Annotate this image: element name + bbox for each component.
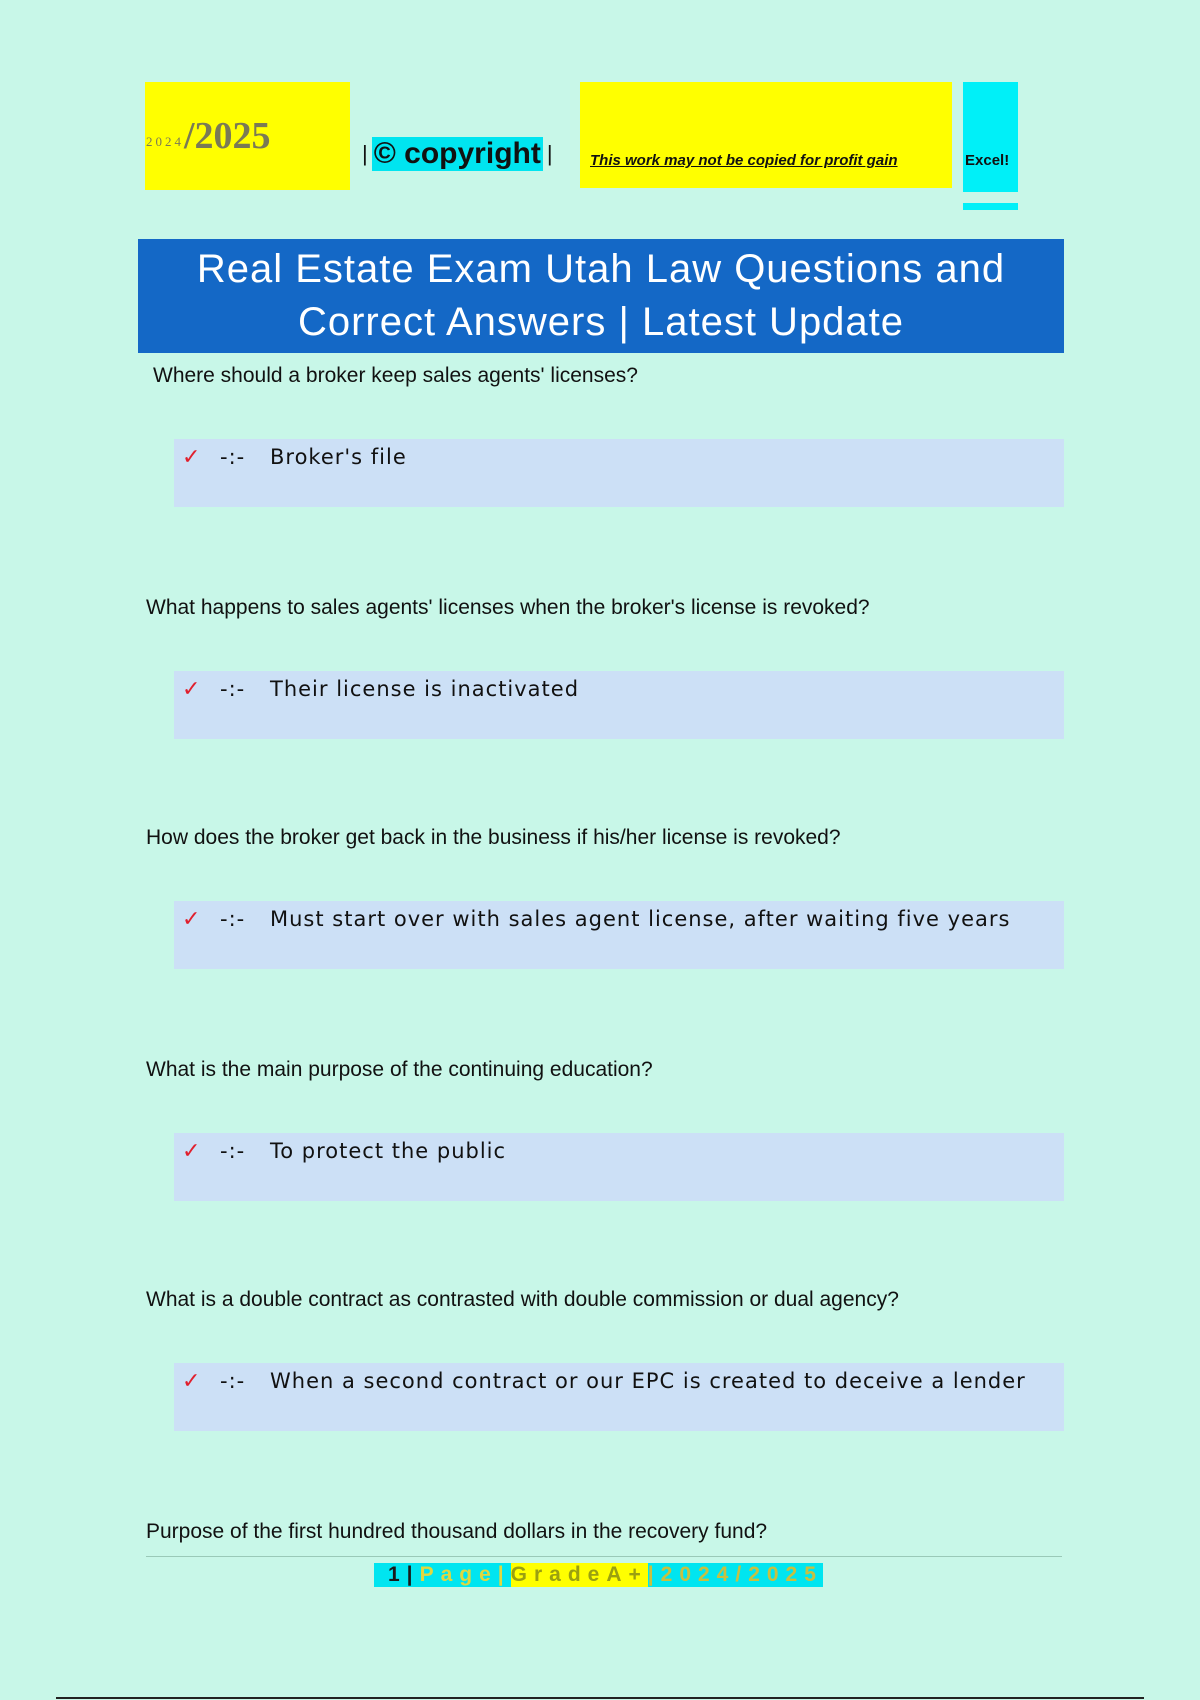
copy-notice-box <box>580 82 952 188</box>
copyright-notice <box>358 134 557 174</box>
answer-3: Must start over with sales agent license, after waiting five years <box>270 907 1011 931</box>
excel-text: Excel! <box>965 152 1010 169</box>
answer-separator: -:- <box>220 907 246 931</box>
footer-grade: GradeA+ <box>510 1563 648 1586</box>
pipe-left: | <box>362 141 368 166</box>
footer-page-label: Page| <box>419 1563 511 1586</box>
check-icon: ✓ <box>182 1139 202 1164</box>
copy-notice-text: This work may not be copied for profit gain <box>590 152 898 169</box>
answer-box-2 <box>174 671 1064 739</box>
excel-badge <box>963 82 1018 192</box>
footer-page-number: 1| <box>374 1563 420 1587</box>
year-small: 2024 <box>146 134 184 149</box>
copyright-label: © copyright <box>373 137 541 170</box>
answer-separator: -:- <box>220 1139 246 1163</box>
answer-5: When a second contract or our EPC is created to deceive a lender <box>270 1369 1026 1393</box>
question-5: What is a double contract as contrasted with double commission or dual agency? <box>146 1288 899 1311</box>
answer-1: Broker's file <box>270 445 407 469</box>
footer-year: |2024/2025 <box>647 1563 823 1586</box>
page-footer <box>374 1561 823 1589</box>
year-big: /2025 <box>184 115 271 157</box>
excel-underbar <box>963 203 1018 210</box>
question-6: Purpose of the first hundred thousand dollars in the recovery fund? <box>146 1520 768 1543</box>
pipe-right: | <box>546 141 553 166</box>
answer-separator: -:- <box>220 445 246 469</box>
answer-box-3 <box>174 901 1064 969</box>
question-1: Where should a broker keep sales agents' licenses? <box>153 364 638 387</box>
answer-box-4 <box>174 1133 1064 1201</box>
footer-divider <box>146 1556 1062 1557</box>
page-title: Real Estate Exam Utah Law Questions and Correct Answers | Latest Update <box>196 247 1006 344</box>
answer-4: To protect the public <box>270 1139 507 1163</box>
check-icon: ✓ <box>182 677 202 702</box>
question-4: What is the main purpose of the continuing education? <box>146 1058 653 1081</box>
year-badge <box>145 82 350 190</box>
question-2: What happens to sales agents' licenses when the broker's license is revoked? <box>146 596 870 619</box>
check-icon: ✓ <box>182 1369 202 1394</box>
question-3: How does the broker get back in the business if his/her license is revoked? <box>146 826 841 849</box>
answer-box-1 <box>174 439 1064 507</box>
check-icon: ✓ <box>182 445 202 470</box>
page-bottom-rule <box>56 1697 1144 1699</box>
check-icon: ✓ <box>182 907 202 932</box>
title-banner <box>138 239 1064 353</box>
answer-separator: -:- <box>220 677 246 701</box>
answer-2: Their license is inactivated <box>270 677 580 701</box>
answer-separator: -:- <box>220 1369 246 1393</box>
answer-box-5 <box>174 1363 1064 1431</box>
